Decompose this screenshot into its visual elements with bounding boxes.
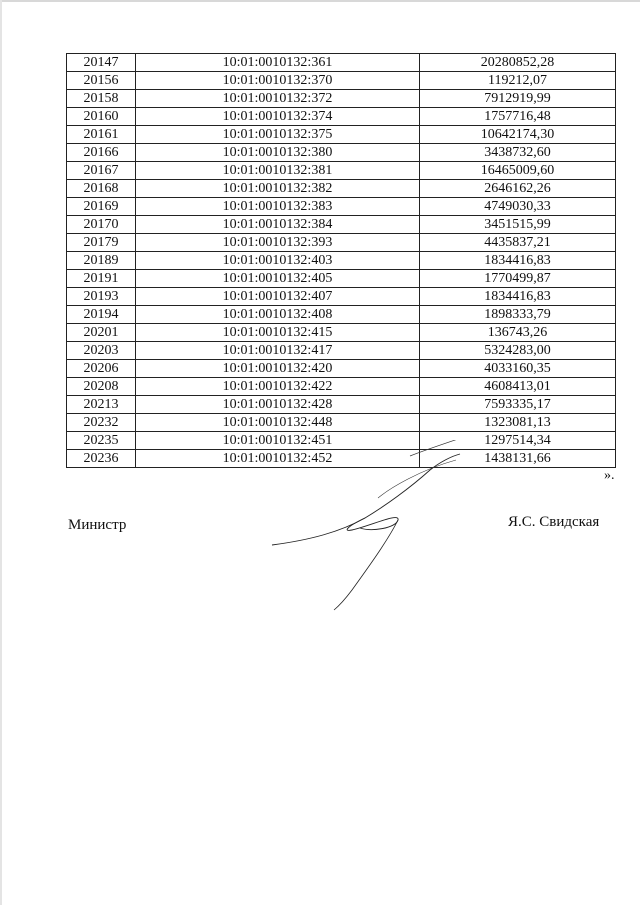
- scan-top-edge: [0, 0, 640, 2]
- cadastral-number-cell: 10:01:0010132:372: [136, 90, 420, 108]
- parcel-number-cell: 20193: [67, 288, 136, 306]
- table-row: [67, 378, 616, 396]
- cadastral-number-cell: 10:01:0010132:415: [136, 324, 420, 342]
- cadastral-number-cell: 10:01:0010132:393: [136, 234, 420, 252]
- table-row: [67, 54, 616, 72]
- table-row: [67, 396, 616, 414]
- table-row: [67, 288, 616, 306]
- signatory-name: Я.С. Свидская: [508, 514, 600, 530]
- cadastral-value-cell: 1834416,83: [420, 288, 616, 306]
- cadastral-number-cell: 10:01:0010132:374: [136, 108, 420, 126]
- parcel-number-cell: 20236: [67, 450, 136, 468]
- cadastral-value-cell: 2646162,26: [420, 180, 616, 198]
- parcel-number-cell: 20168: [67, 180, 136, 198]
- parcel-number-cell: 20179: [67, 234, 136, 252]
- cadastral-number-cell: 10:01:0010132:381: [136, 162, 420, 180]
- cadastral-number-cell: 10:01:0010132:451: [136, 432, 420, 450]
- table-row: [67, 342, 616, 360]
- table-row: [67, 126, 616, 144]
- parcel-number-cell: 20166: [67, 144, 136, 162]
- table-row: [67, 360, 616, 378]
- cadastral-value-cell: 1834416,83: [420, 252, 616, 270]
- table-row: [67, 162, 616, 180]
- cadastral-number-cell: 10:01:0010132:403: [136, 252, 420, 270]
- cadastral-value-cell: 3451515,99: [420, 216, 616, 234]
- table-row: [67, 270, 616, 288]
- cadastral-value-cell: 1898333,79: [420, 306, 616, 324]
- cadastral-number-cell: 10:01:0010132:361: [136, 54, 420, 72]
- cadastral-number-cell: 10:01:0010132:417: [136, 342, 420, 360]
- parcel-number-cell: 20160: [67, 108, 136, 126]
- cadastral-number-cell: 10:01:0010132:405: [136, 270, 420, 288]
- cadastral-number-cell: 10:01:0010132:408: [136, 306, 420, 324]
- table-row: [67, 216, 616, 234]
- cadastral-value-cell: 1757716,48: [420, 108, 616, 126]
- cadastral-value-cell: 4749030,33: [420, 198, 616, 216]
- cadastral-number-cell: 10:01:0010132:420: [136, 360, 420, 378]
- table-row: [67, 144, 616, 162]
- table-row: [67, 90, 616, 108]
- cadastral-value-cell: 3438732,60: [420, 144, 616, 162]
- table-row: [67, 180, 616, 198]
- parcel-number-cell: 20167: [67, 162, 136, 180]
- table-row: [67, 108, 616, 126]
- table-row: [67, 324, 616, 342]
- cadastral-value-cell: 5324283,00: [420, 342, 616, 360]
- table-row: [67, 252, 616, 270]
- parcel-number-cell: 20158: [67, 90, 136, 108]
- cadastral-number-cell: 10:01:0010132:452: [136, 450, 420, 468]
- cadastral-number-cell: 10:01:0010132:382: [136, 180, 420, 198]
- parcel-number-cell: 20208: [67, 378, 136, 396]
- cadastral-value-cell: 16465009,60: [420, 162, 616, 180]
- cadastral-value-cell: 119212,07: [420, 72, 616, 90]
- cadastral-value-cell: 10642174,30: [420, 126, 616, 144]
- cadastral-value-cell: 7593335,17: [420, 396, 616, 414]
- cadastral-number-cell: 10:01:0010132:375: [136, 126, 420, 144]
- parcel-number-cell: 20206: [67, 360, 136, 378]
- cadastral-number-cell: 10:01:0010132:370: [136, 72, 420, 90]
- parcel-number-cell: 20194: [67, 306, 136, 324]
- parcel-number-cell: 20161: [67, 126, 136, 144]
- cadastral-value-cell: 1770499,87: [420, 270, 616, 288]
- cadastral-value-cell: 20280852,28: [420, 54, 616, 72]
- table-row: [67, 414, 616, 432]
- cadastral-value-cell: 4608413,01: [420, 378, 616, 396]
- cadastral-number-cell: 10:01:0010132:428: [136, 396, 420, 414]
- cadastral-value-cell: 4435837,21: [420, 234, 616, 252]
- handwritten-signature: [260, 440, 480, 620]
- cadastral-number-cell: 10:01:0010132:384: [136, 216, 420, 234]
- parcel-number-cell: 20235: [67, 432, 136, 450]
- table-row: [67, 234, 616, 252]
- parcel-number-cell: 20203: [67, 342, 136, 360]
- cadastral-value-cell: 1323081,13: [420, 414, 616, 432]
- table-body: [67, 54, 616, 468]
- parcel-number-cell: 20156: [67, 72, 136, 90]
- scan-left-edge: [0, 0, 2, 905]
- cadastral-value-cell: 1438131,66: [420, 450, 616, 468]
- cadastral-number-cell: 10:01:0010132:448: [136, 414, 420, 432]
- cadastral-value-cell: 136743,26: [420, 324, 616, 342]
- signatory-title: Министр: [68, 517, 127, 533]
- cadastral-number-cell: 10:01:0010132:407: [136, 288, 420, 306]
- cadastral-value-cell: 1297514,34: [420, 432, 616, 450]
- parcel-number-cell: 20170: [67, 216, 136, 234]
- parcel-number-cell: 20189: [67, 252, 136, 270]
- parcel-number-cell: 20213: [67, 396, 136, 414]
- parcel-number-cell: 20232: [67, 414, 136, 432]
- cadastral-number-cell: 10:01:0010132:383: [136, 198, 420, 216]
- cadastral-value-table: [66, 53, 616, 468]
- cadastral-number-cell: 10:01:0010132:422: [136, 378, 420, 396]
- table-row: [67, 306, 616, 324]
- parcel-number-cell: 20191: [67, 270, 136, 288]
- parcel-number-cell: 20201: [67, 324, 136, 342]
- cadastral-value-cell: 7912919,99: [420, 90, 616, 108]
- closing-quote-mark: ».: [604, 468, 615, 483]
- table-row: [67, 72, 616, 90]
- cadastral-number-cell: 10:01:0010132:380: [136, 144, 420, 162]
- parcel-number-cell: 20147: [67, 54, 136, 72]
- table-row: [67, 198, 616, 216]
- parcel-number-cell: 20169: [67, 198, 136, 216]
- cadastral-value-cell: 4033160,35: [420, 360, 616, 378]
